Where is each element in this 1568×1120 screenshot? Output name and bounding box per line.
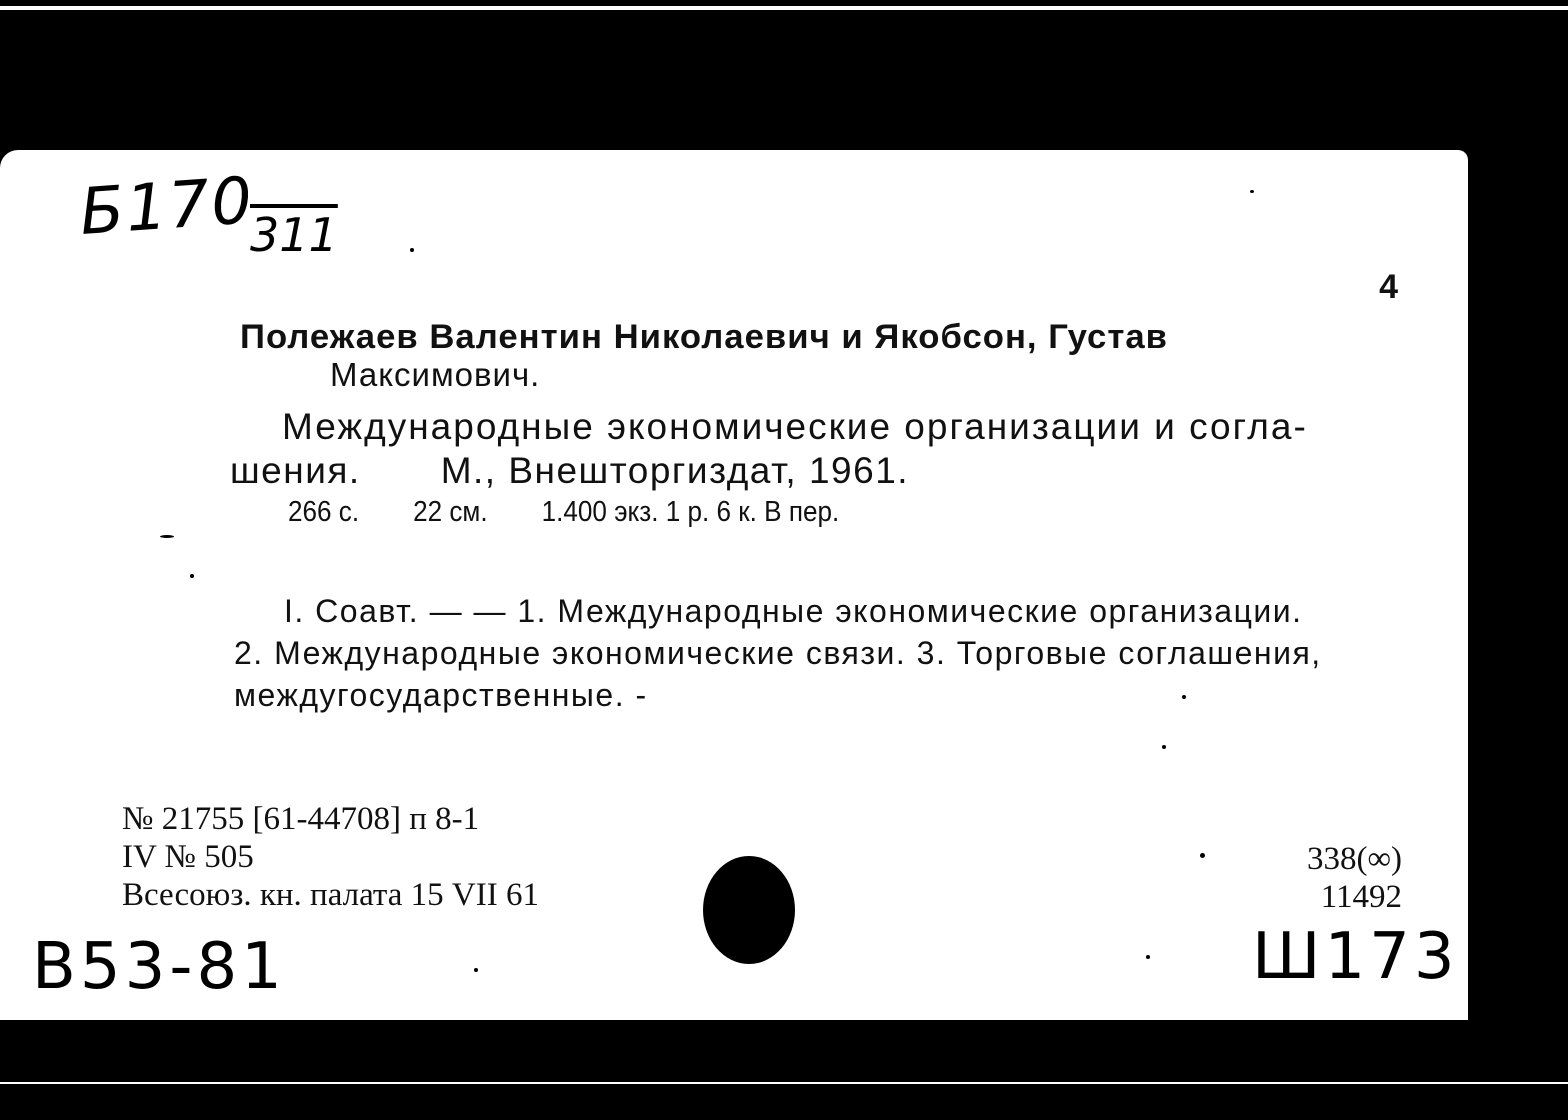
handwritten-bottom-right: Ш173 xyxy=(1252,920,1459,994)
bib-line-2: IV № 505 xyxy=(122,839,254,875)
bib-line-3: Всесоюз. кн. палата 15 VII 61 xyxy=(122,877,539,913)
title-line-1: Международные экономические организации и согла- xyxy=(282,406,1308,447)
bib-line-1: № 21755 [61-44708] п 8-1 xyxy=(122,801,480,837)
speck xyxy=(1146,955,1150,959)
speck xyxy=(474,968,478,972)
pages: 266 с. xyxy=(288,496,360,528)
speck xyxy=(1162,745,1166,749)
catalog-card xyxy=(0,150,1468,1020)
handwritten-bottom-left: B53-81 xyxy=(32,930,286,1004)
speck xyxy=(410,248,414,252)
classification-line-2: 11492 xyxy=(1320,879,1402,915)
copies-price: 1.400 экз. 1 р. 6 к. В пер. xyxy=(541,496,840,528)
authors-heading-continued: Максимович. xyxy=(330,356,541,393)
title-end: шения. xyxy=(230,450,361,491)
classification-code xyxy=(1307,840,1402,916)
punch-hole xyxy=(703,856,795,964)
tracing-line-2: 2. Международные экономические связи. 3. Торговые соглашения, xyxy=(234,635,1322,671)
handwritten-shelfmark: Б170 xyxy=(77,164,257,250)
tracing-line-1: I. Соавт. — — 1. Международные экономические организации. xyxy=(284,593,1303,629)
speck xyxy=(160,535,174,538)
speck xyxy=(1182,695,1186,699)
speck xyxy=(1200,853,1205,858)
classification-line-1: 338(∞) xyxy=(1306,841,1402,877)
size: 22 см. xyxy=(413,496,488,528)
physical-description xyxy=(288,496,893,529)
imprint: М., Внешторгиздат, 1961. xyxy=(440,450,910,491)
authors-heading: Полежаев Валентин Николаевич и Якобсон, Густав xyxy=(240,318,1168,356)
speck xyxy=(1250,190,1254,193)
title-line-2 xyxy=(230,450,909,492)
tracing-line-3: междугосударственные. - xyxy=(234,677,648,713)
card-number: 4 xyxy=(1379,268,1398,306)
speck xyxy=(190,574,194,578)
film-edge-line-bottom xyxy=(0,1082,1568,1084)
film-edge-line-top xyxy=(0,6,1568,10)
handwritten-shelfmark-sub: 311 xyxy=(250,208,338,262)
bibliographic-data xyxy=(122,800,539,914)
subject-tracings xyxy=(234,590,1414,716)
